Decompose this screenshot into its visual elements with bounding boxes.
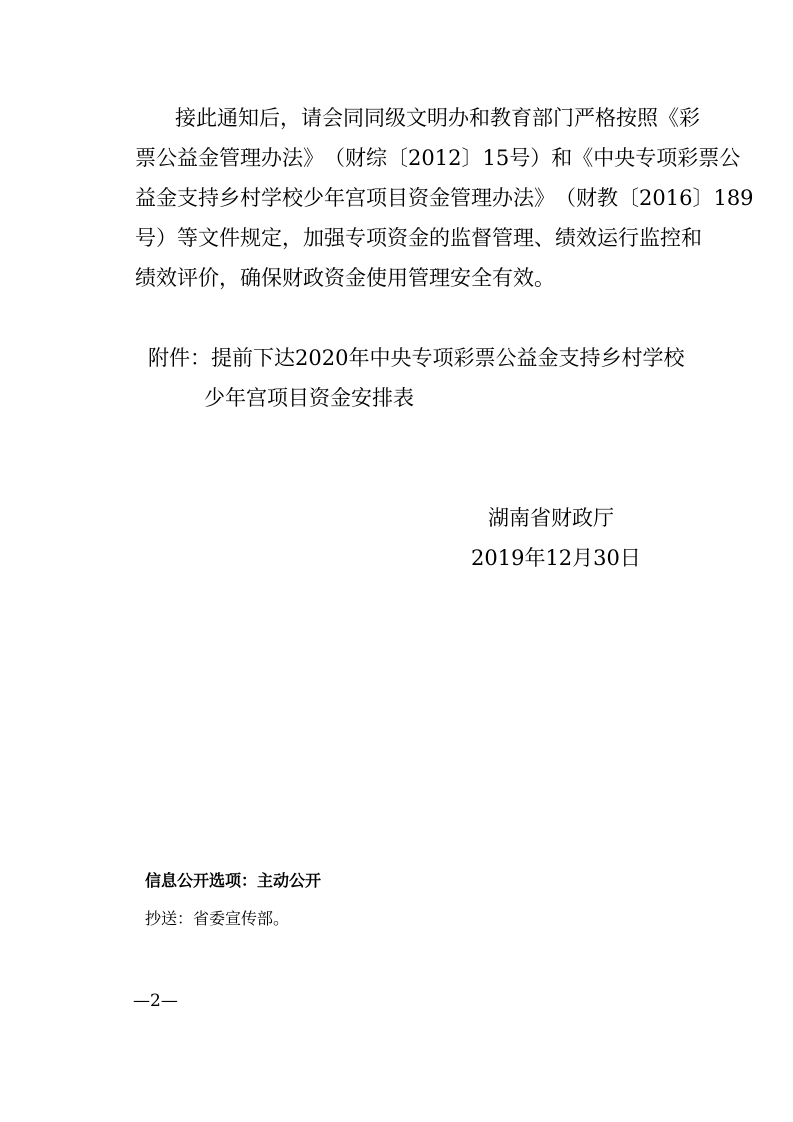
cc-line: 抄送：省委宣传部。 <box>145 909 290 928</box>
body-line: 号 ） 等 文 件 规 定 ， 加 强 专 项 资 金 的 监 督 管 理 、 绩 效 运 行 监 控 和 <box>135 226 702 250</box>
body-line: 接 此 通 知 后 ， 请 会 同 同 级 文 明 办 和 教 育 部 门 严 格 按 照 《 彩 <box>175 106 700 130</box>
attachment-line: 少年宫项目资金安排表 <box>204 386 414 410</box>
body-line: 益 金 支 持 乡 村 学 校 少 年 宫 项 目 资 金 管 理 办 法 》 （ 财 教 〔 2016 〕 189 <box>135 186 754 210</box>
body-line: 绩效评价，确保财政资金使用管理安全有效。 <box>135 266 555 290</box>
issuing-organization: 湖南省财政厅 <box>488 506 614 530</box>
attachment-line: 附件：提前下达2020年中央专项彩票公益金支持乡村学校 <box>148 346 685 370</box>
page-number: —2— <box>133 991 178 1011</box>
body-line: 票 公 益 金 管 理 办 法 》 （ 财 综 〔 2012 〕 15 号 ） 和 《 中 央 专 项 彩 票 公 <box>135 146 741 170</box>
issue-date: 2019年12月30日 <box>471 546 641 570</box>
disclosure-option: 信息公开选项：主动公开 <box>145 871 322 890</box>
